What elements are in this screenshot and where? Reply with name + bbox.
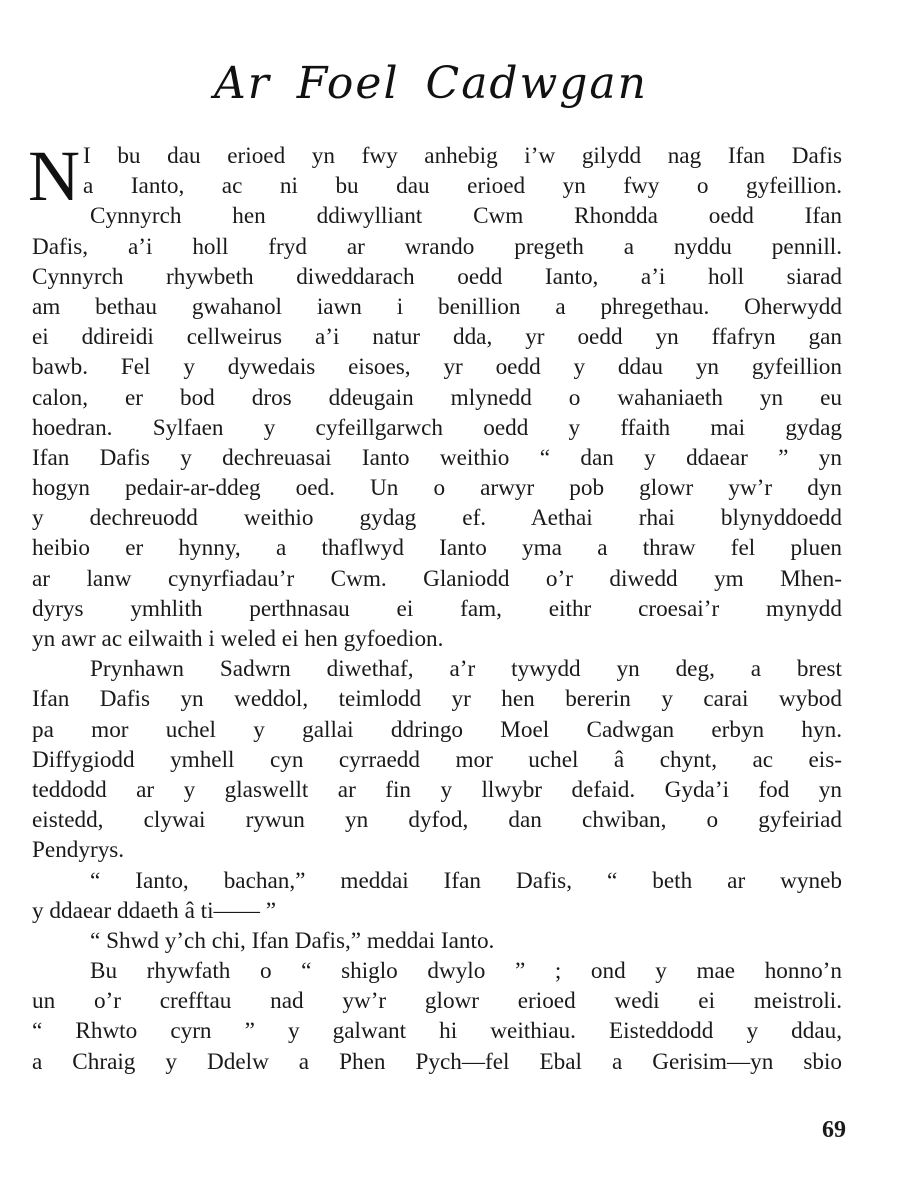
text-line: bawb. Fel y dywedais eisoes, yr oedd y ddau yn gyfeillion <box>32 354 842 381</box>
text-line: pa mor uchel y gallai ddringo Moel Cadwgan erbyn hyn. <box>32 716 842 743</box>
text-line: Ifan Dafis y dechreuasai Ianto weithio “ dan y ddaear ” yn <box>32 444 842 471</box>
text-line: hoedran. Sylfaen y cyfeillgarwch oedd y ffaith mai gydag <box>32 414 842 441</box>
text-line: am bethau gwahanol iawn i benillion a phregethau. Oherwydd <box>32 293 842 320</box>
text-line: a Chraig y Ddelw a Phen Pych—fel Ebal a Gerisim—yn sbio <box>32 1048 842 1075</box>
text-line: heibio er hynny, a thaflwyd Ianto yma a thraw fel pluen <box>32 535 842 562</box>
text-line: Dafis, a’i holl fryd ar wrando pregeth a nyddu pennill. <box>32 233 842 260</box>
text-line: un o’r crefftau nad yw’r glowr erioed wedi ei meistroli. <box>32 988 842 1015</box>
text-line: Cynnyrch hen ddiwylliant Cwm Rhondda oedd Ifan <box>90 203 842 230</box>
text-line: eistedd, clywai rywun yn dyfod, dan chwiban, o gyfeiriad <box>32 807 842 834</box>
page-title: Ar Foel Cadwgan <box>214 58 648 109</box>
drop-cap: N <box>28 136 80 216</box>
text-line: “ Shwd y’ch chi, Ifan Dafis,” meddai Ianto. <box>90 927 495 954</box>
text-line: y dechreuodd weithio gydag ef. Aethai rhai blynyddoedd <box>32 505 842 532</box>
text-line: Ifan Dafis yn weddol, teimlodd yr hen bererin y carai wybod <box>32 686 842 713</box>
text-line: Bu rhywfath o “ shiglo dwylo ” ; ond y mae honno’n <box>90 958 842 985</box>
text-line: Diffygiodd ymhell cyn cyrraedd mor uchel â chynt, ac eis- <box>32 746 842 773</box>
text-line: Prynhawn Sadwrn diwethaf, a’r tywydd yn deg, a brest <box>90 656 842 683</box>
body-text <box>32 141 842 1077</box>
text-line: I bu dau erioed yn fwy anhebig i’w gilydd nag Ifan Dafis <box>83 143 842 169</box>
text-line: a Ianto, ac ni bu dau erioed yn fwy o gyfeillion. <box>83 173 842 200</box>
text-line: hogyn pedair-ar-ddeg oed. Un o arwyr pob glowr yw’r dyn <box>32 475 842 502</box>
page-number: 69 <box>822 1117 846 1143</box>
text-line: dyrys ymhlith perthnasau ei fam, eithr croesai’r mynydd <box>32 595 842 622</box>
text-line: Pendyrys. <box>32 837 125 864</box>
text-line: yn awr ac eilwaith i weled ei hen gyfoedion. <box>32 626 444 652</box>
text-line: calon, er bod dros ddeugain mlynedd o wahaniaeth yn eu <box>32 384 842 411</box>
text-line: “ Ianto, bachan,” meddai Ifan Dafis, “ beth ar wyneb <box>90 867 842 894</box>
text-line: Cynnyrch rhywbeth diweddarach oedd Ianto, a’i holl siarad <box>32 263 842 290</box>
text-line: ei ddireidi cellweirus a’i natur dda, yr oedd yn ffafryn gan <box>32 324 842 351</box>
text-line: “ Rhwto cyrn ” y galwant hi weithiau. Eisteddodd y ddau, <box>32 1018 842 1045</box>
text-line: y ddaear ddaeth â ti—— ” <box>32 897 277 924</box>
text-line: teddodd ar y glaswellt ar fin y llwybr defaid. Gyda’i fod yn <box>32 776 842 803</box>
text-line: ar lanw cynyrfiadau’r Cwm. Glaniodd o’r diwedd ym Mhen- <box>32 565 842 592</box>
